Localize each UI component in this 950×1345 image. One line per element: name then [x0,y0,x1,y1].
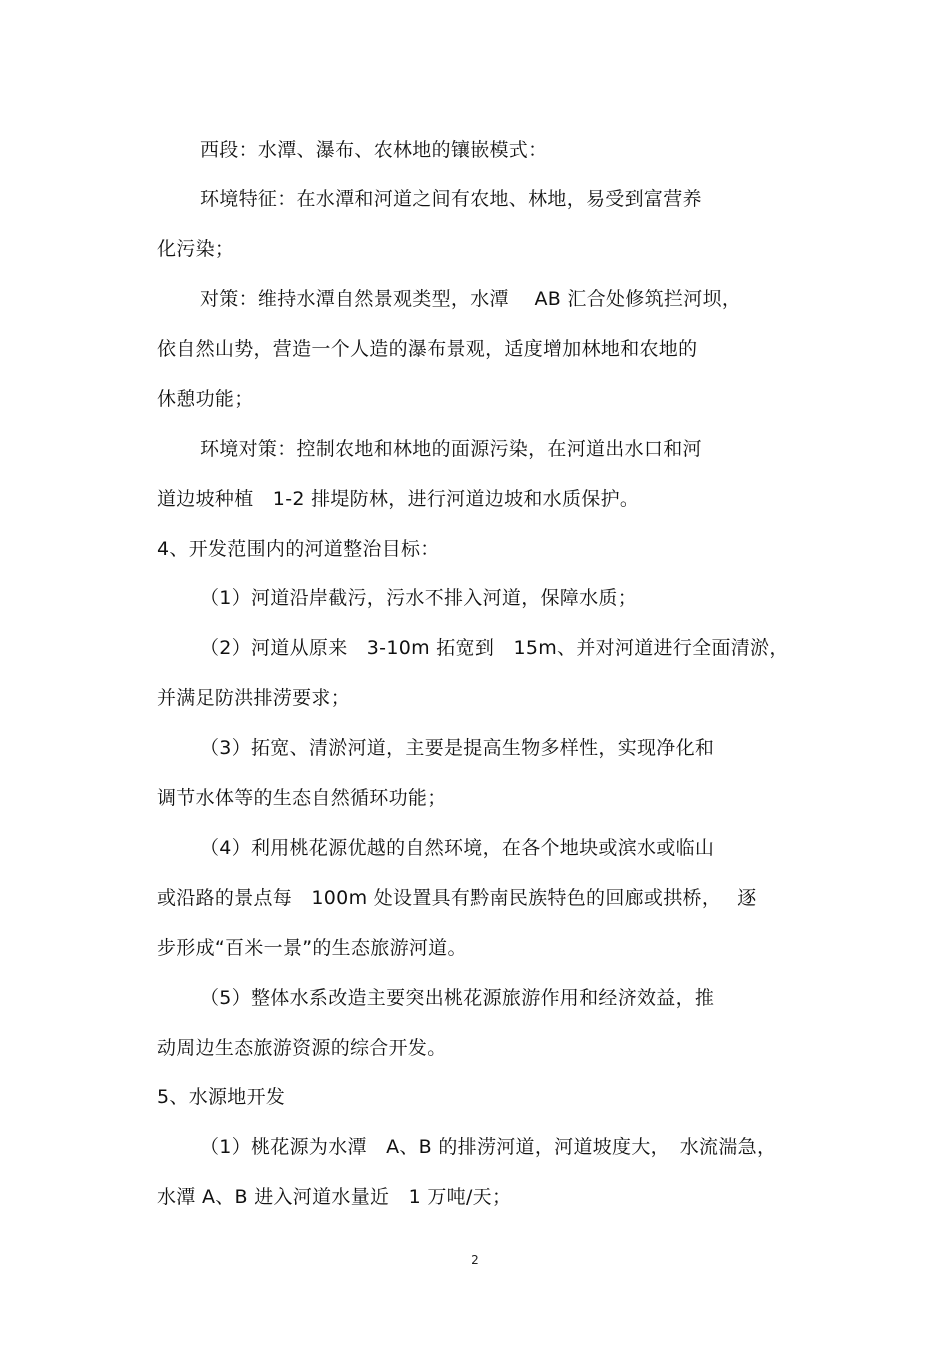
river-goal-2-line-1: （2）河道从原来 3-10m 拓宽到 15m、并对河道进行全面清淤， [200,637,789,659]
section-4-heading: 4、开发范围内的河道整治目标： [157,538,440,560]
river-goal-3-line-2: 调节水体等的生态自然循环功能； [157,787,447,809]
river-goal-5-line-2: 动周边生态旅游资源的综合开发。 [157,1037,447,1059]
west-section-heading: 西段：水潭、瀑布、农林地的镶嵌模式： [200,139,548,161]
page-number: 2 [471,1253,479,1267]
water-source-item-1-line-1: （1）桃花源为水潭 A、B 的排涝河道，河道坡度大， 水流湍急， [200,1136,777,1158]
countermeasure-line-3: 休憩功能； [157,388,254,410]
river-goal-1: （1）河道沿岸截污，污水不排入河道，保障水质； [200,587,637,609]
countermeasure-line-1: 对策：维持水潭自然景观类型，水潭 AB 汇合处修筑拦河坝， [200,288,742,310]
environmental-measure-line-1: 环境对策：控制农地和林地的面源污染，在河道出水口和河 [200,438,702,460]
water-source-item-1-line-2: 水潭 A、B 进入河道水量近 1 万吨/天； [157,1186,512,1208]
river-goal-4-line-2: 或沿路的景点每 100m 处设置具有黔南民族特色的回廊或拱桥， 逐 [157,887,757,909]
environmental-measure-line-2: 道边坡种植 1-2 排堤防林，进行河道边坡和水质保护。 [157,488,640,510]
river-goal-3-line-1: （3）拓宽、清淤河道，主要是提高生物多样性，实现净化和 [200,737,715,759]
river-goal-4-line-3: 步形成“百米一景”的生态旅游河道。 [157,937,467,959]
countermeasure-line-2: 依自然山势，营造一个人造的瀑布景观，适度增加林地和农地的 [157,338,698,360]
environment-feature-line-2: 化污染； [157,238,235,260]
river-goal-4-line-1: （4）利用桃花源优越的自然环境，在各个地块或滨水或临山 [200,837,715,859]
river-goal-2-line-2: 并满足防洪排涝要求； [157,687,351,709]
environment-feature-line-1: 环境特征：在水潭和河道之间有农地、林地，易受到富营养 [200,188,702,210]
river-goal-5-line-1: （5）整体水系改造主要突出桃花源旅游作用和经济效益，推 [200,987,715,1009]
section-5-heading: 5、水源地开发 [157,1086,286,1108]
